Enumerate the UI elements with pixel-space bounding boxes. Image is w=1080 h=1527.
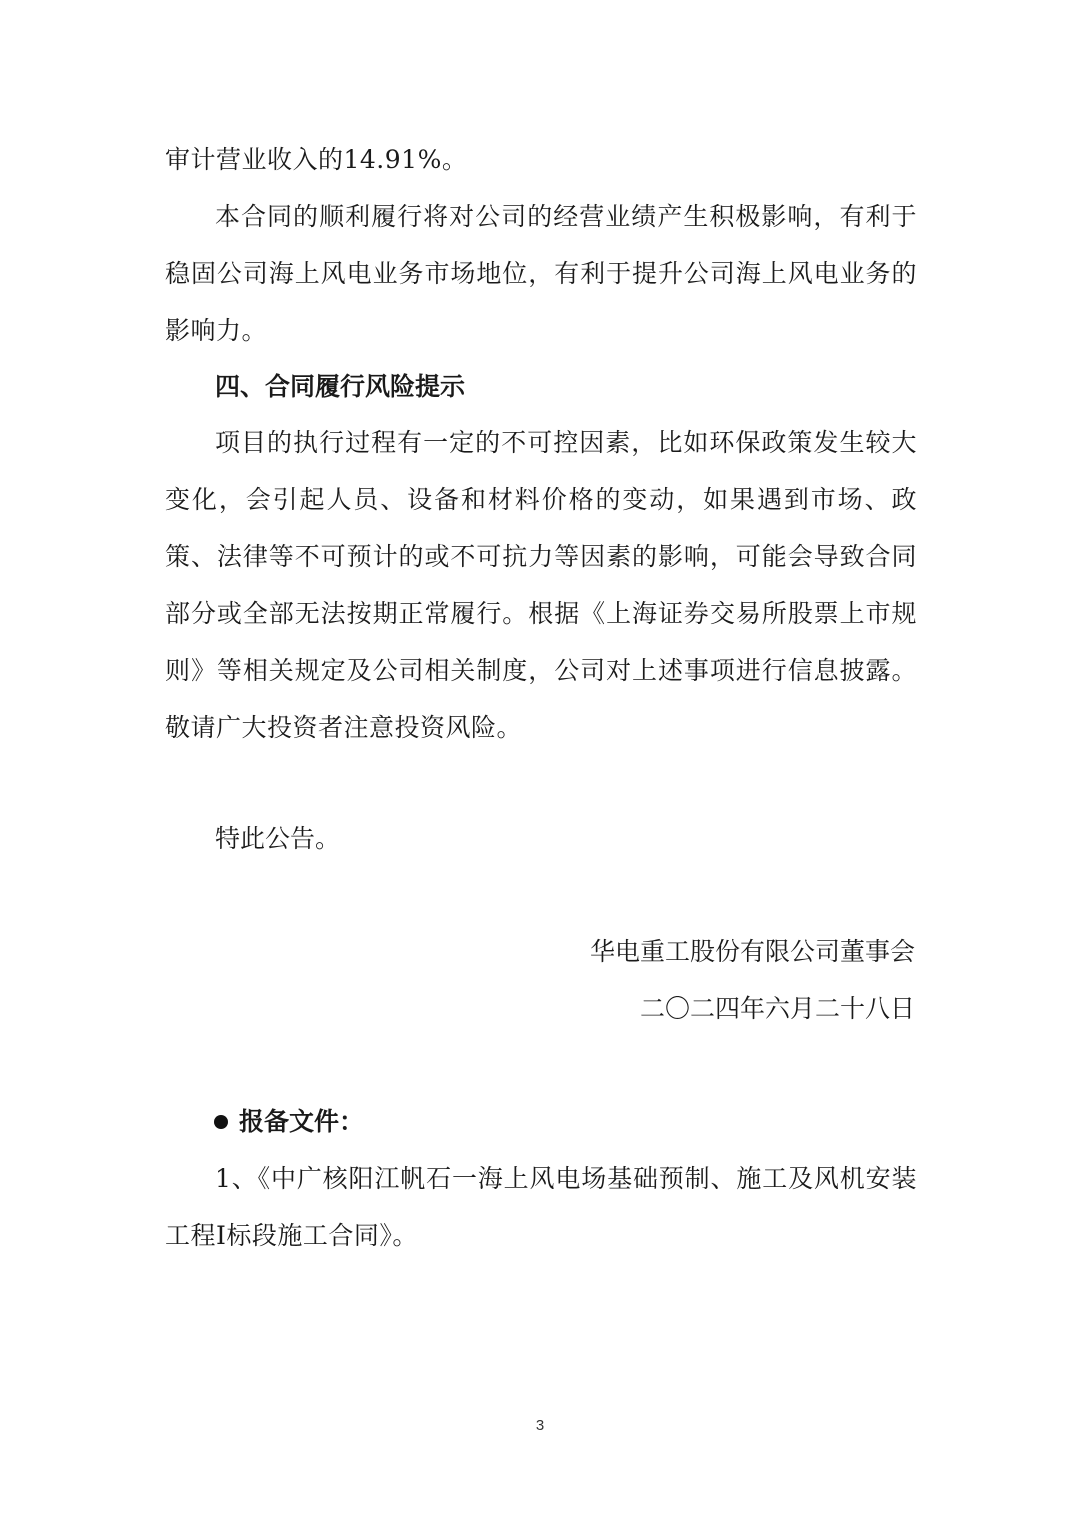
announcement-date: 二〇二四年六月二十八日 bbox=[639, 994, 915, 1023]
filing-documents-heading bbox=[214, 1093, 364, 1150]
paragraph-risk-warning: 项目的执行过程有一定的不可控因素，比如环保政策发生较大变化，会引起人员、设备和材料价格的变动，如果遇到市场、政策、法律等不可预计的或不可抗力等因素的影响，可能会导致合同部分或全部无法按期正常履行。根据《上海证券交易所股票上市规则》等相关规定及公司相关制度，公司对上述事项进行信息披露。敬请广大投资者注意投资风险。 bbox=[165, 428, 917, 742]
paragraph-contract-impact: 本合同的顺利履行将对公司的经营业绩产生积极影响，有利于稳固公司海上风电业务市场地位，有利于提升公司海上风电业务的影响力。 bbox=[165, 202, 917, 345]
bullet-dot-icon bbox=[214, 1115, 228, 1129]
page-number: 3 bbox=[535, 1417, 545, 1434]
filing-item-contract: 1、《中广核阳江帆石一海上风电场基础预制、施工及风机安装工程Ⅰ标段施工合同》。 bbox=[165, 1164, 917, 1250]
paragraph-revenue-continuation: 审计营业收入的14.91%。 bbox=[165, 145, 468, 174]
signatory-board: 华电重工股份有限公司董事会 bbox=[589, 937, 915, 966]
filing-heading-label: 报备文件： bbox=[239, 1107, 365, 1136]
section-heading-risk: 四、合同履行风险提示 bbox=[215, 372, 466, 401]
closing-statement: 特此公告。 bbox=[215, 824, 341, 853]
